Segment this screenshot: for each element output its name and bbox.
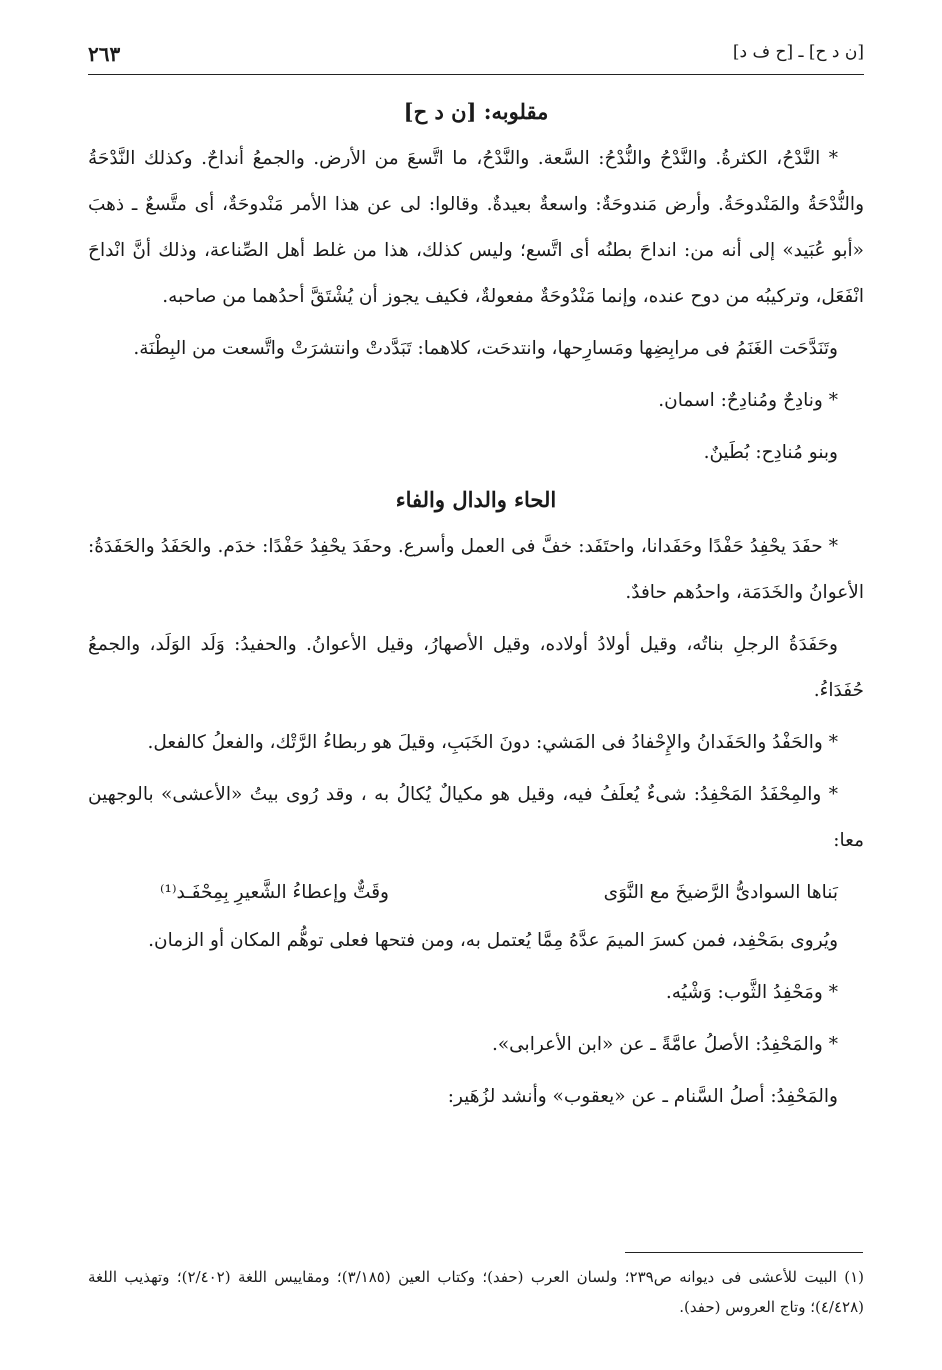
footnote: (١) البيت للأعشى فى ديوانه ص٢٣٩؛ ولسان العرب (حفد)؛ وكتاب العين (٣/١٨٥)؛ ومقاييس اللغة (٢/٤٠٢)؛ وتهذيب اللغة (٤/٤٢٨)؛ وتاج العروس (حفد). xyxy=(88,1268,864,1316)
verse-first-hemistich: بَناها السوادىُّ الرَّضيخَ مع النَّوَى xyxy=(603,882,838,903)
paragraph: * والمِحْفَدُ المَحْفِدُ: شىءٌ يُعلَفُ فيه، وقيل هو مكيالٌ يُكالُ به ، وقد رُوى بيتُ «الأعشى» بالوجهين معا: xyxy=(88,784,864,851)
paragraph: * ومَحْفِدُ الثَّوب: وَشْيُه. xyxy=(665,982,838,1003)
paragraph: وتَنَدَّحَت الغَنَمُ فى مرابِضِها ومَسارِحها، وانتدحَت، كلاهما: تَبَدَّدتْ وانتشرَتْ واتَّسعت من البِطْنَة. xyxy=(133,338,838,359)
header-rule xyxy=(88,74,864,75)
verse-second-hemistich: وقَتٌّ وإعطاءُ الشَّعيرِ بِمِحْفَـد⁽¹⁾ xyxy=(160,882,389,903)
poetry-verse xyxy=(88,870,864,916)
main-text xyxy=(88,90,864,1126)
paragraph: ويُروى بمَحْفِد، فمن كسرَ الميمَ عدَّهُ مِمَّا يُعتمل به، ومن فتحها فعلى توهُّم المكان أو الزمان. xyxy=(148,930,838,951)
running-head: [ن د ح] ـ [ح ف د] xyxy=(732,42,864,62)
paragraph: وحَفَدَةُ الرجلِ بناتُه، وقيل أولادُ أولاده، وقيل الأصهارُ، وقيل الأعوانُ. والحفيدُ: وَلَد الوَلَد، والجمعُ حُفَدَاءُ. xyxy=(88,634,864,701)
paragraph: * والحَفْدُ والحَفَدانُ والإِحْفادُ فى المَشي: دونَ الخَبَبِ، وقيلَ هو ربطاءُ الرَّتْك، والفعلُ كالفعل. xyxy=(147,732,838,753)
paragraph: * ونادِحٌ ومُنادِحٌ: اسمان. xyxy=(658,390,838,411)
section-heading: مقلوبه: [ن د ح] xyxy=(403,99,549,124)
page-header xyxy=(88,42,864,72)
page-number: ٢٦٣ xyxy=(88,42,121,66)
paragraph: * حفَدَ يحْفِدُ حَفْدًا وحَفَدانا، واحتَفَد: خفَّ فى العمل وأسرع. وحفَدَ يحْفِدُ حَفْدًا: خدَم. والحَفَدُ والحَفَدَةُ: الأعوانُ والخَدَمَة، واحدُهم حافدٌ. xyxy=(88,536,864,603)
paragraph: * النَّدْحُ، الكثرةُ. والنَّدْحُ والنُّدْحُ: السَّعة. والنَّدْحُ، ما اتَّسعَ من الأرض. والجمعُ أنداحٌ. وكذلك النَّدْحَةُ والنُّدْحَةُ والمَنْدوحَةُ. وأرض مَندوحَةٌ: واسعةٌ بعيدةٌ. وقالوا: لى عن هذا الأمر مَنْدوحَةٌ، أى متَّسعٌ ـ ذهبَ «أبو عُبَيد» إلى أنه من: انداحَ بطنُه أى اتَّسع؛ وليس كذلك، هذا من غلط أهل الصِّناعة، وذلك أنَّ انْداحَ انْفَعَل، وتركيبُه من دوح عنده، وإنما مَنْدُوحَةٌ مفعولةٌ، فكيف يجوز أن يُشْتَقَّ أحدُهما من صاحبه. xyxy=(88,148,864,307)
paragraph: * والمَحْفِدُ: الأصلُ عامَّةً ـ عن «ابن الأعرابى». xyxy=(491,1034,838,1055)
paragraph: والمَحْفِدُ: أصلُ السَّنام ـ عن «يعقوب» وأنشد لزُهَير: xyxy=(447,1086,838,1107)
footnote-rule xyxy=(625,1252,863,1253)
section-heading: الحاء والدال والفاء xyxy=(395,487,557,512)
paragraph: وبنو مُنادِح: بُطَينٌ. xyxy=(703,442,838,463)
